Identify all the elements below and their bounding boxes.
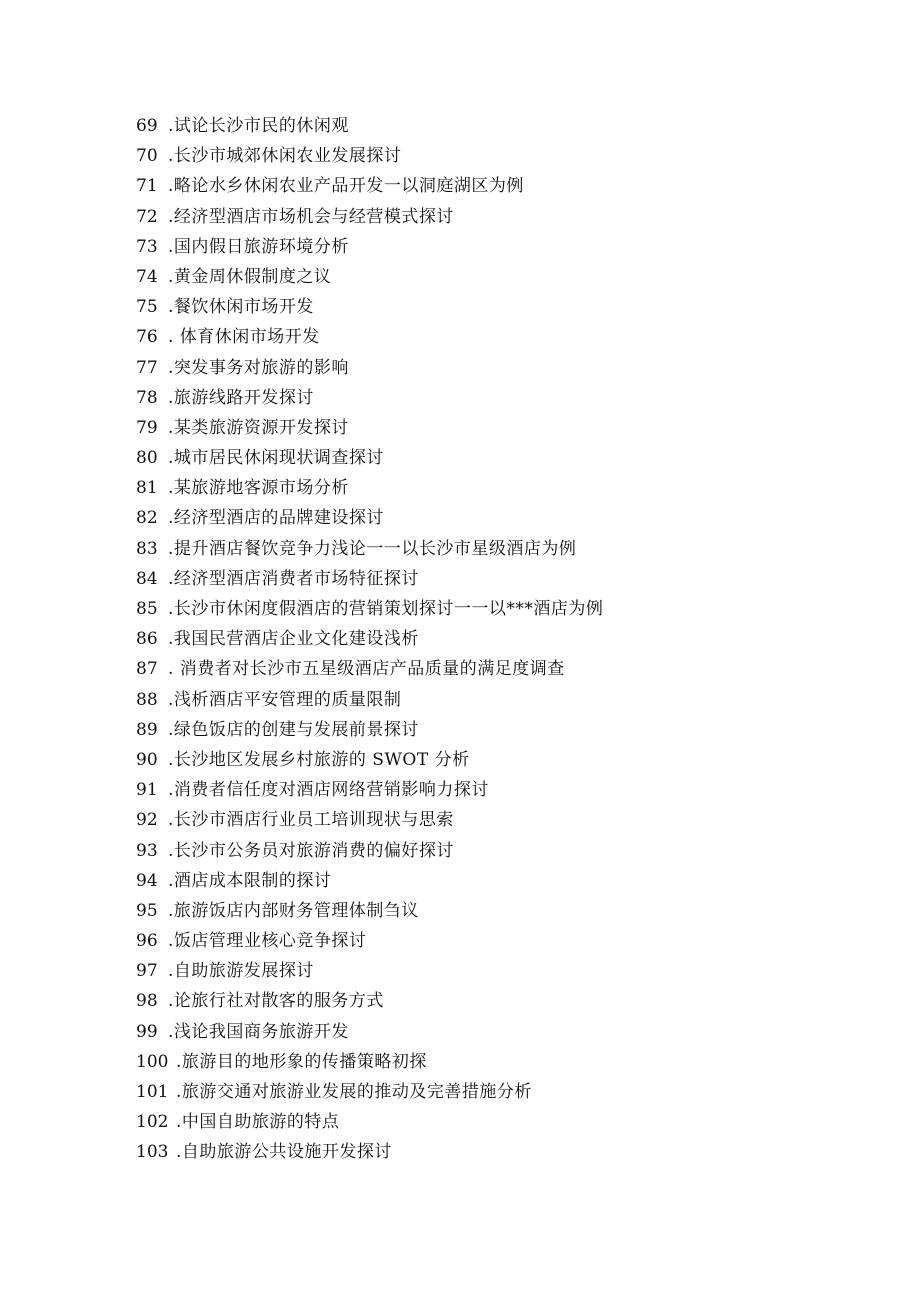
- topic-title: .旅游交通对旅游业发展的推动及完善措施分析: [176, 1082, 532, 1102]
- list-item: [136, 1137, 836, 1167]
- list-item: [136, 473, 836, 503]
- list-item: [136, 1077, 836, 1107]
- topic-number: 92: [136, 810, 158, 831]
- topic-title: .中国自助旅游的特点: [176, 1112, 340, 1133]
- topic-number: 76: [136, 327, 158, 348]
- list-item: [136, 534, 836, 564]
- topic-title: .突发事务对旅游的影响: [168, 357, 349, 378]
- topic-title: .长沙市公务员对旅游消费的偏好探讨: [168, 840, 454, 861]
- topic-number: 83: [136, 538, 158, 559]
- topic-title: .长沙市城郊休闲农业发展探讨: [168, 146, 402, 167]
- topic-title: .某类旅游资源开发探讨: [168, 417, 349, 438]
- list-item: [136, 383, 836, 413]
- list-item: [136, 836, 836, 866]
- topic-title: .试论长沙市民的休闲观: [168, 116, 349, 136]
- topic-title: .自助旅游发展探讨: [168, 961, 314, 982]
- list-item: [136, 775, 836, 805]
- topic-title: .某旅游地客源市场分析: [168, 478, 349, 499]
- list-item: [136, 141, 836, 171]
- topic-title: .经济型酒店消费者市场特征探讨: [168, 568, 419, 589]
- list-item: [136, 805, 836, 835]
- topic-title: . 体育休闲市场开发: [168, 327, 320, 348]
- topic-number: 101: [136, 1082, 169, 1102]
- topic-number: 87: [136, 659, 158, 680]
- topic-number: 81: [136, 478, 158, 499]
- list-item: [136, 262, 836, 292]
- list-item: [136, 956, 836, 986]
- topic-number: 103: [136, 1142, 169, 1163]
- list-item: [136, 353, 836, 383]
- topic-title: .浅论我国商务旅游开发: [168, 1021, 349, 1042]
- topic-title: .论旅行社对散客的服务方式: [168, 991, 384, 1012]
- topic-number: 85: [136, 599, 158, 619]
- list-item: [136, 443, 836, 473]
- topic-title: .长沙市酒店行业员工培训现状与思索: [168, 810, 454, 831]
- topic-title: .经济型酒店市场机会与经营模式探讨: [168, 206, 454, 227]
- list-item: [136, 503, 836, 533]
- topic-title: .消费者信任度对酒店网络营销影响力探讨: [168, 780, 489, 801]
- list-item: [136, 232, 836, 262]
- list-item: [136, 745, 836, 775]
- topic-number: 84: [136, 568, 158, 589]
- topic-number: 93: [136, 840, 158, 861]
- topic-title: . 消费者对长沙市五星级酒店产品质量的满足度调查: [168, 659, 565, 680]
- topic-number: 79: [136, 417, 158, 438]
- topic-title: .略论水乡休闲农业产品开发一以洞庭湖区为例: [168, 176, 524, 197]
- topic-number: 96: [136, 931, 158, 952]
- topic-title: .旅游目的地形象的传播策略初探: [176, 1051, 427, 1072]
- topic-number: 86: [136, 629, 158, 650]
- topic-number: 100: [136, 1051, 169, 1072]
- topic-title: .酒店成本限制的探讨: [168, 870, 332, 891]
- topic-number: 73: [136, 236, 158, 257]
- list-item: [136, 926, 836, 956]
- topic-number: 98: [136, 991, 158, 1012]
- topic-number: 78: [136, 387, 158, 408]
- topic-number: 95: [136, 900, 158, 921]
- topic-number: 88: [136, 689, 158, 710]
- topic-number: 71: [136, 176, 158, 197]
- topic-title: .浅析酒店平安管理的质量限制: [168, 689, 402, 710]
- list-item: [136, 685, 836, 715]
- list-item: [136, 202, 836, 232]
- topic-number: 72: [136, 206, 158, 227]
- list-item: [136, 866, 836, 896]
- list-item: [136, 564, 836, 594]
- list-item: [136, 111, 836, 141]
- topic-title: .饭店管理业核心竞争探讨: [168, 931, 367, 952]
- topic-number: 69: [136, 116, 158, 136]
- topic-number: 97: [136, 961, 158, 982]
- topic-number: 80: [136, 448, 158, 469]
- list-item: [136, 624, 836, 654]
- list-item: [136, 1017, 836, 1047]
- topic-number: 99: [136, 1021, 158, 1042]
- list-item: [136, 715, 836, 745]
- topic-title: .旅游饭店内部财务管理体制刍议: [168, 900, 419, 921]
- list-item: [136, 292, 836, 322]
- topic-title: .餐饮休闲市场开发: [168, 297, 314, 318]
- topic-title: .我国民营酒店企业文化建设浅析: [168, 629, 419, 650]
- topic-title: .自助旅游公共设施开发探讨: [176, 1142, 392, 1163]
- topic-number: 102: [136, 1112, 169, 1133]
- list-item: [136, 986, 836, 1016]
- topic-number: 70: [136, 146, 158, 167]
- list-item: [136, 322, 836, 352]
- topic-number: 82: [136, 508, 158, 529]
- topic-number: 77: [136, 357, 158, 378]
- topic-title: .绿色饭店的创建与发展前景探讨: [168, 719, 419, 740]
- list-item: [136, 654, 836, 684]
- topic-number: 89: [136, 719, 158, 740]
- topic-number: 75: [136, 297, 158, 318]
- list-item: [136, 171, 836, 201]
- topic-number: 91: [136, 780, 158, 801]
- list-item: [136, 1047, 836, 1077]
- list-item: [136, 1107, 836, 1137]
- topic-number: 90: [136, 749, 158, 770]
- topic-title: .长沙市休闲度假酒店的营销策划探讨一一以***酒店为例: [168, 599, 604, 619]
- topic-title: .提升酒店餐饮竞争力浅论一一以长沙市星级酒店为例: [168, 538, 577, 559]
- topic-title: .城市居民休闲现状调查探讨: [168, 448, 384, 469]
- topic-title: .旅游线路开发探讨: [168, 387, 314, 408]
- topic-title: .黄金周休假制度之议: [168, 266, 332, 287]
- topic-list: [136, 111, 836, 1168]
- list-item: [136, 413, 836, 443]
- list-item: [136, 896, 836, 926]
- topic-number: 74: [136, 266, 158, 287]
- topic-title: .经济型酒店的品牌建设探讨: [168, 508, 384, 529]
- list-item: [136, 594, 836, 624]
- topic-title: .国内假日旅游环境分析: [168, 236, 349, 257]
- topic-number: 94: [136, 870, 158, 891]
- topic-title: .长沙地区发展乡村旅游的 SWOT 分析: [168, 749, 470, 770]
